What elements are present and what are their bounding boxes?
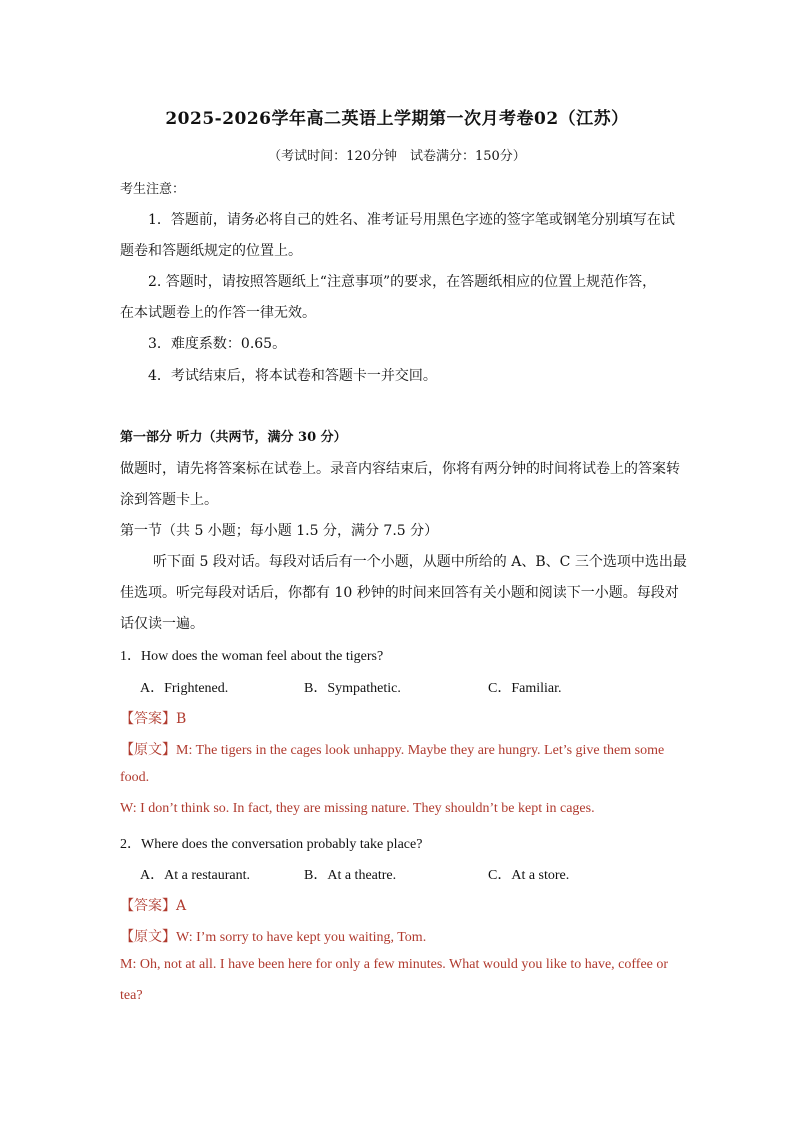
question-1-transcript-w: W: I don’t think so. In fact, they are missing nature. They shouldn’t be kept in cages.	[120, 801, 595, 816]
notice-item-1-cont: 题卷和答题纸规定的位置上。	[120, 243, 302, 259]
section1-directions-cont: 佳选项。听完每段对话后，你都有 10 秒钟的时间来回答有关小题和阅读下一小题。每段对	[120, 585, 679, 601]
question-2-stem: 2．Where does the conversation probably take place?	[120, 837, 423, 852]
page-title: 2025-2026学年高二英语上学期第一次月考卷02（江苏）	[165, 109, 629, 129]
question-2-transcript	[120, 926, 426, 946]
section1-heading: 第一节（共 5 小题；每小题 1.5 分，满分 7.5 分）	[120, 523, 439, 539]
question-2-transcript-m: M: Oh, not at all. I have been here for only a few minutes. What would you like to have, coffee or	[120, 957, 669, 972]
question-1-transcript	[120, 739, 664, 759]
question-2-answer: 【答案】A	[120, 898, 187, 914]
notice-item-2: 2. 答题时，请按照答题纸上“注意事项”的要求，在答题纸相应的位置上规范作答，	[148, 274, 657, 290]
part1-heading: 第一部分 听力（共两节，满分 30 分）	[120, 430, 347, 445]
question-1-answer: 【答案】B	[120, 711, 187, 727]
question-2-option-b: B．At a theatre.	[304, 868, 397, 883]
transcript-label: 【原文】	[120, 742, 176, 758]
transcript-label: 【原文】	[120, 929, 176, 945]
question-1-transcript-cont: food.	[120, 770, 150, 785]
notice-item-3: 3．难度系数：0.65。	[148, 336, 287, 352]
section1-directions-end: 话仅读一遍。	[120, 616, 204, 632]
question-1-stem: 1．How does the woman feel about the tigers?	[120, 649, 384, 664]
question-1-option-b: B．Sympathetic.	[304, 681, 401, 696]
question-2-option-c: C．At a store.	[488, 868, 570, 883]
question-2-option-a: A．At a restaurant.	[140, 868, 251, 883]
part1-instruction-cont: 涂到答题卡上。	[120, 492, 218, 508]
notice-heading: 考生注意：	[120, 182, 186, 197]
question-1-option-c: C．Familiar.	[488, 681, 562, 696]
transcript-line: M: The tigers in the cages look unhappy. Maybe they are hungry. Let’s give them some	[176, 743, 665, 758]
notice-item-2-cont: 在本试题卷上的作答一律无效。	[120, 305, 316, 321]
transcript-line: W: I’m sorry to have kept you waiting, Tom.	[176, 930, 427, 945]
exam-info: （考试时间：120分钟 试卷满分：150分）	[268, 149, 526, 164]
notice-item-1: 1．答题前，请务必将自己的姓名、准考证号用黑色字迹的签字笔或钢笔分别填写在试	[148, 212, 675, 228]
question-1-option-a: A．Frightened.	[140, 681, 229, 696]
question-2-transcript-cont: tea?	[120, 988, 143, 1003]
part1-instruction: 做题时，请先将答案标在试卷上。录音内容结束后，你将有两分钟的时间将试卷上的答案转	[120, 461, 680, 477]
section1-directions: 听下面 5 段对话。每段对话后有一个小题，从题中所给的 A、B、C 三个选项中选出最	[153, 554, 687, 570]
notice-item-4: 4．考试结束后，将本试卷和答题卡一并交回。	[148, 368, 437, 384]
